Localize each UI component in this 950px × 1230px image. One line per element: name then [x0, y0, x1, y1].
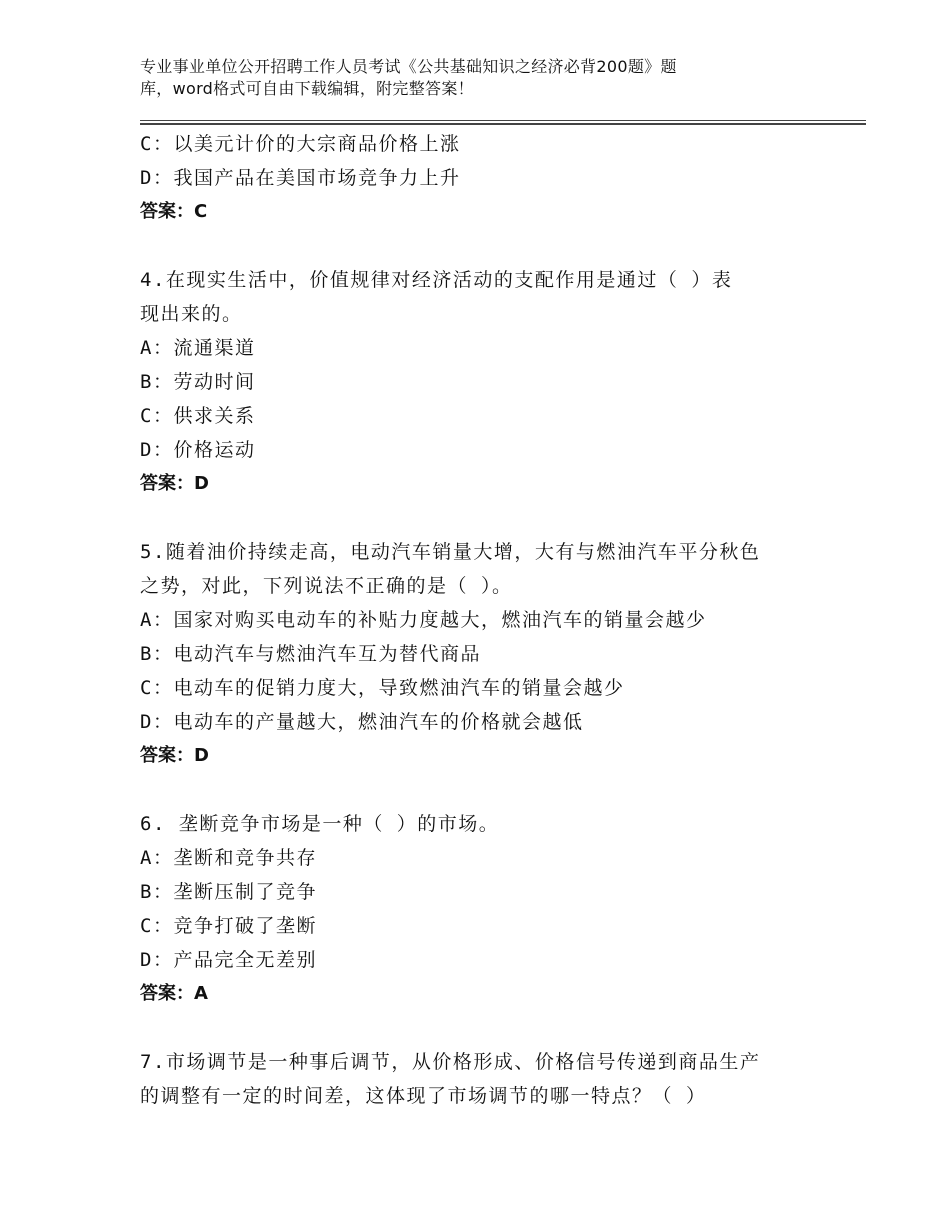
option-b: B：垄断压制了竞争	[140, 881, 317, 903]
option-a: A：国家对购买电动车的补贴力度越大，燃油汽车的销量会越少	[140, 609, 707, 631]
header-line-1: 专业事业单位公开招聘工作人员考试《公共基础知识之经济必背200题》题	[140, 57, 677, 76]
option-d: D：电动车的产量越大，燃油汽车的价格就会越低	[140, 711, 584, 733]
header-line-2: 库，word格式可自由下载编辑，附完整答案！	[140, 79, 474, 98]
option-d: D：价格运动	[140, 439, 256, 461]
question-stem: 6. 垄断竞争市场是一种（ ）的市场。	[140, 813, 500, 835]
question-stem: 5.随着油价持续走高，电动汽车销量大增，大有与燃油汽车平分秋色	[140, 541, 761, 563]
answer-line: 答案：C	[140, 201, 208, 222]
option-b: B：电动汽车与燃油汽车互为替代商品	[140, 643, 481, 665]
option-a: A：流通渠道	[140, 337, 256, 359]
question-stem: 现出来的。	[140, 303, 243, 325]
document-header	[140, 56, 780, 100]
option-a: A：垄断和竞争共存	[140, 847, 317, 869]
spacer	[140, 229, 820, 263]
question-block-3	[140, 127, 820, 229]
answer-line: 答案：D	[140, 745, 209, 766]
spacer	[140, 1011, 820, 1045]
option-d: D：我国产品在美国市场竞争力上升	[140, 167, 461, 189]
question-block-6	[140, 807, 820, 1011]
question-block-5	[140, 535, 820, 773]
answer-line: 答案：D	[140, 473, 209, 494]
question-stem: 之势，对此，下列说法不正确的是（ ）。	[140, 575, 513, 597]
option-c: C：竞争打破了垄断	[140, 915, 317, 937]
option-c: C：以美元计价的大宗商品价格上涨	[140, 133, 461, 155]
option-b: B：劳动时间	[140, 371, 256, 393]
question-stem: 的调整有一定的时间差，这体现了市场调节的哪一特点？（ ）	[140, 1085, 707, 1107]
question-block-4	[140, 263, 820, 501]
option-c: C：供求关系	[140, 405, 256, 427]
header-divider	[140, 120, 866, 121]
option-c: C：电动车的促销力度大，导致燃油汽车的销量会越少	[140, 677, 625, 699]
question-stem: 4.在现实生活中，价值规律对经济活动的支配作用是通过（ ）表	[140, 269, 733, 291]
spacer	[140, 773, 820, 807]
question-stem: 7.市场调节是一种事后调节，从价格形成、价格信号传递到商品生产	[140, 1051, 761, 1073]
spacer	[140, 501, 820, 535]
option-d: D：产品完全无差别	[140, 949, 317, 971]
question-list	[140, 127, 820, 1113]
question-block-7	[140, 1045, 820, 1113]
header-divider-thick	[140, 123, 866, 125]
answer-line: 答案：A	[140, 983, 208, 1004]
